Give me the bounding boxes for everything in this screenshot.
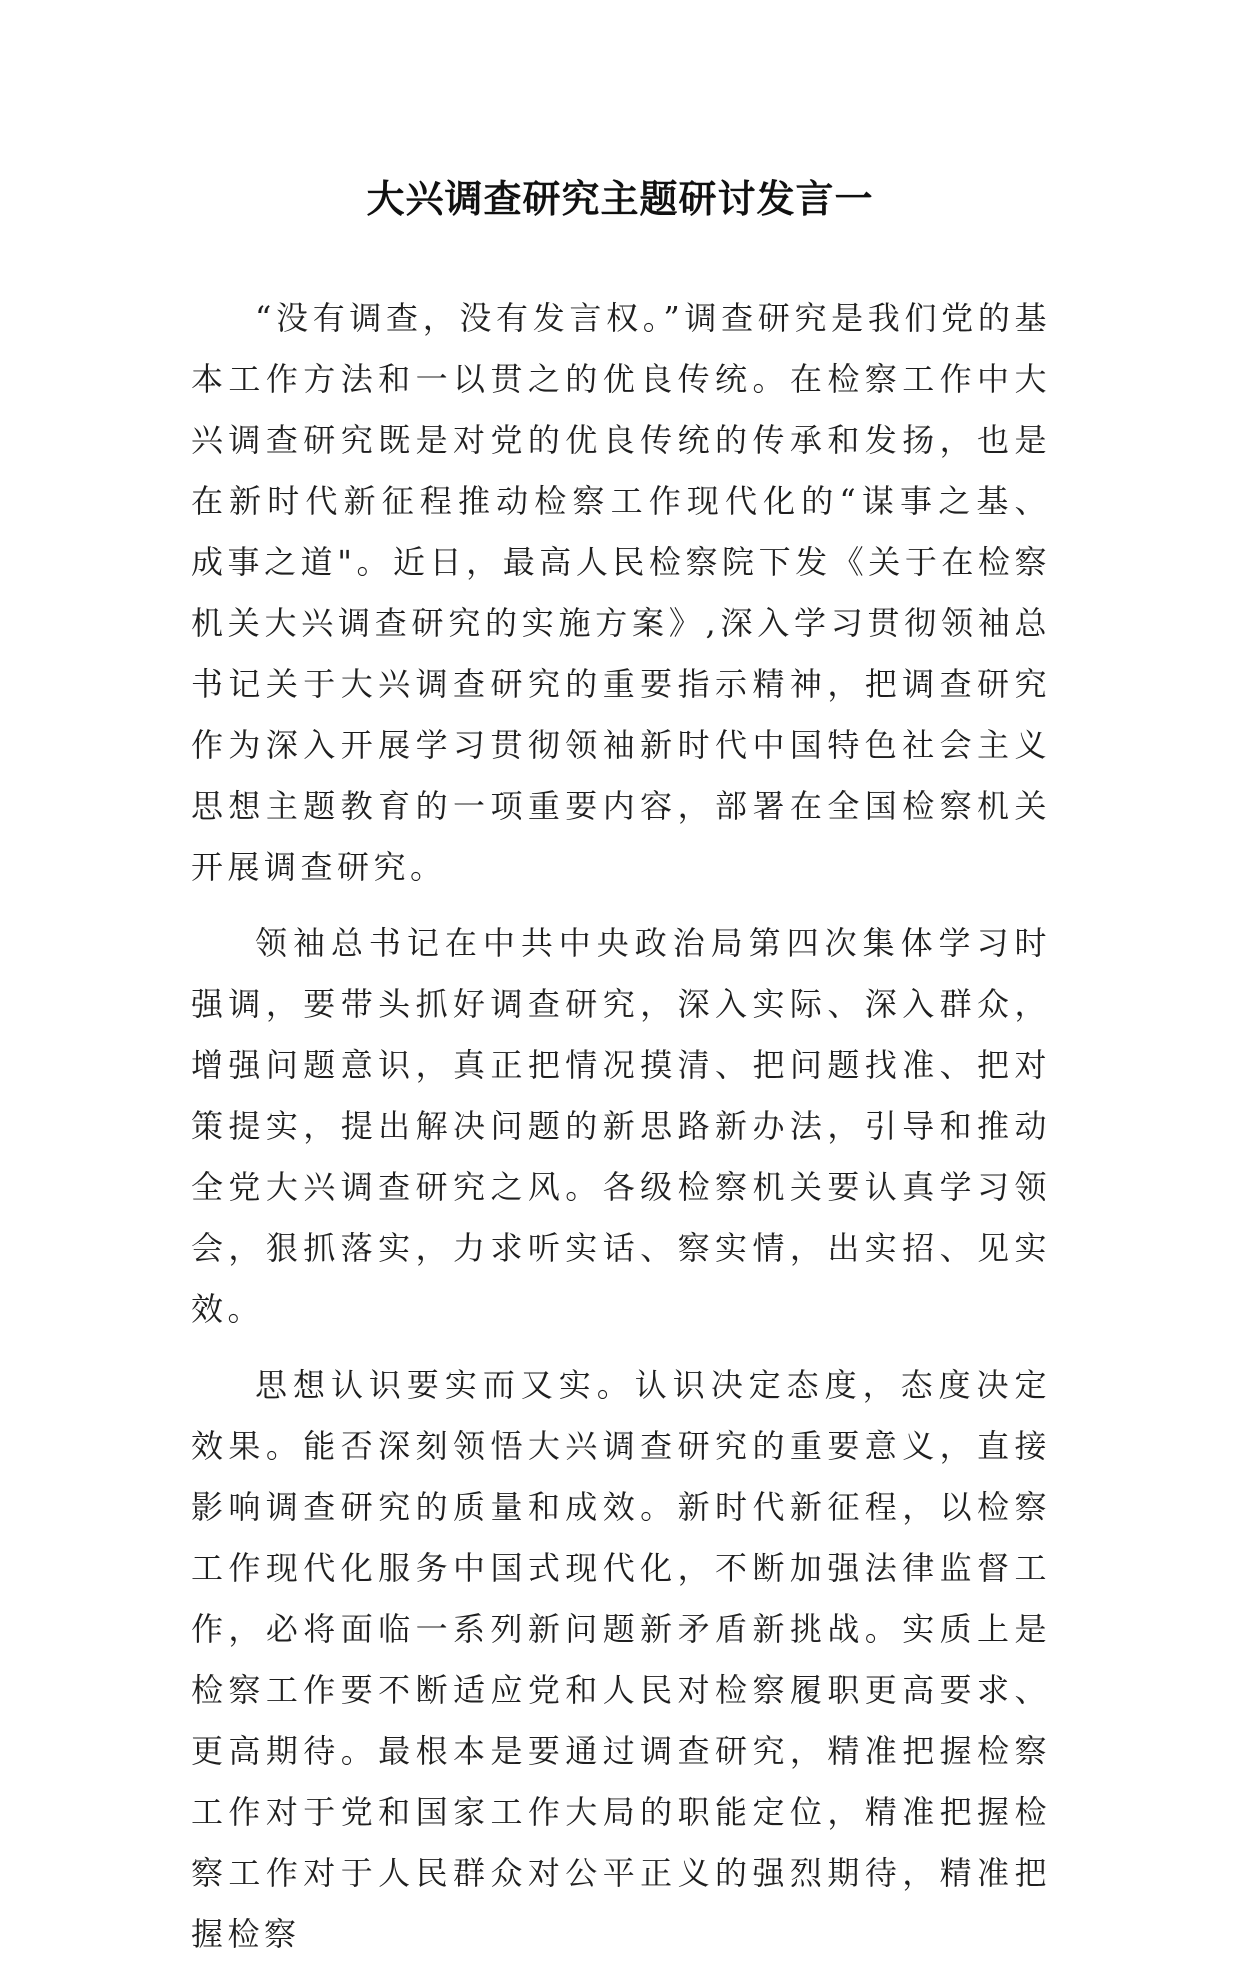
document-title: 大兴调查研究主题研讨发言一 — [366, 177, 874, 221]
paragraph-3: 思想认识要实而又实。认识决定态度，态度决定效果。能否深刻领悟大兴调查研究的重要意义，直接影响调查研究的质量和成效。新时代新征程，以检察工作现代化服务中国式现代化，不断加强法律监督工作，必将面临一系列新问题新矛盾新挑战。实质上是检察工作要不断适应党和人民对检察履职更高要求、更高期待。最根本是要通过调查研究，精准把握检察工作对于党和国家工作大局的职能定位，精准把握检察工作对于人民群众对公平正义的强烈期待，精准把握检察 — [191, 1366, 1051, 1953]
paragraph-2: 领袖总书记在中共中央政治局第四次集体学习时强调，要带头抓好调查研究，深入实际、深入群众，增强问题意识，真正把情况摸清、把问题找准、把对策提实，提出解决问题的新思路新办法，引导和推动全党大兴调查研究之风。各级检察机关要认真学习领会，狠抓落实，力求听实话、察实情，出实招、见实效。 — [191, 924, 1051, 1328]
document-body — [191, 288, 1051, 1965]
paragraph-1: “没有调查，没有发言权。”调查研究是我们党的基本工作方法和一以贯之的优良传统。在检察工作中大兴调查研究既是对党的优良传统的传承和发扬，也是在新时代新征程推动检察工作现代化的“谋事之基、成事之道"。近日，最高人民检察院下发《关于在检察机关大兴调查研究的实施方案》,深入学习贯彻领袖总书记关于大兴调查研究的重要指示精神，把调查研究作为深入开展学习贯彻领袖新时代中国特色社会主义思想主题教育的一项重要内容，部署在全国检察机关开展调查研究。 — [191, 299, 1051, 886]
